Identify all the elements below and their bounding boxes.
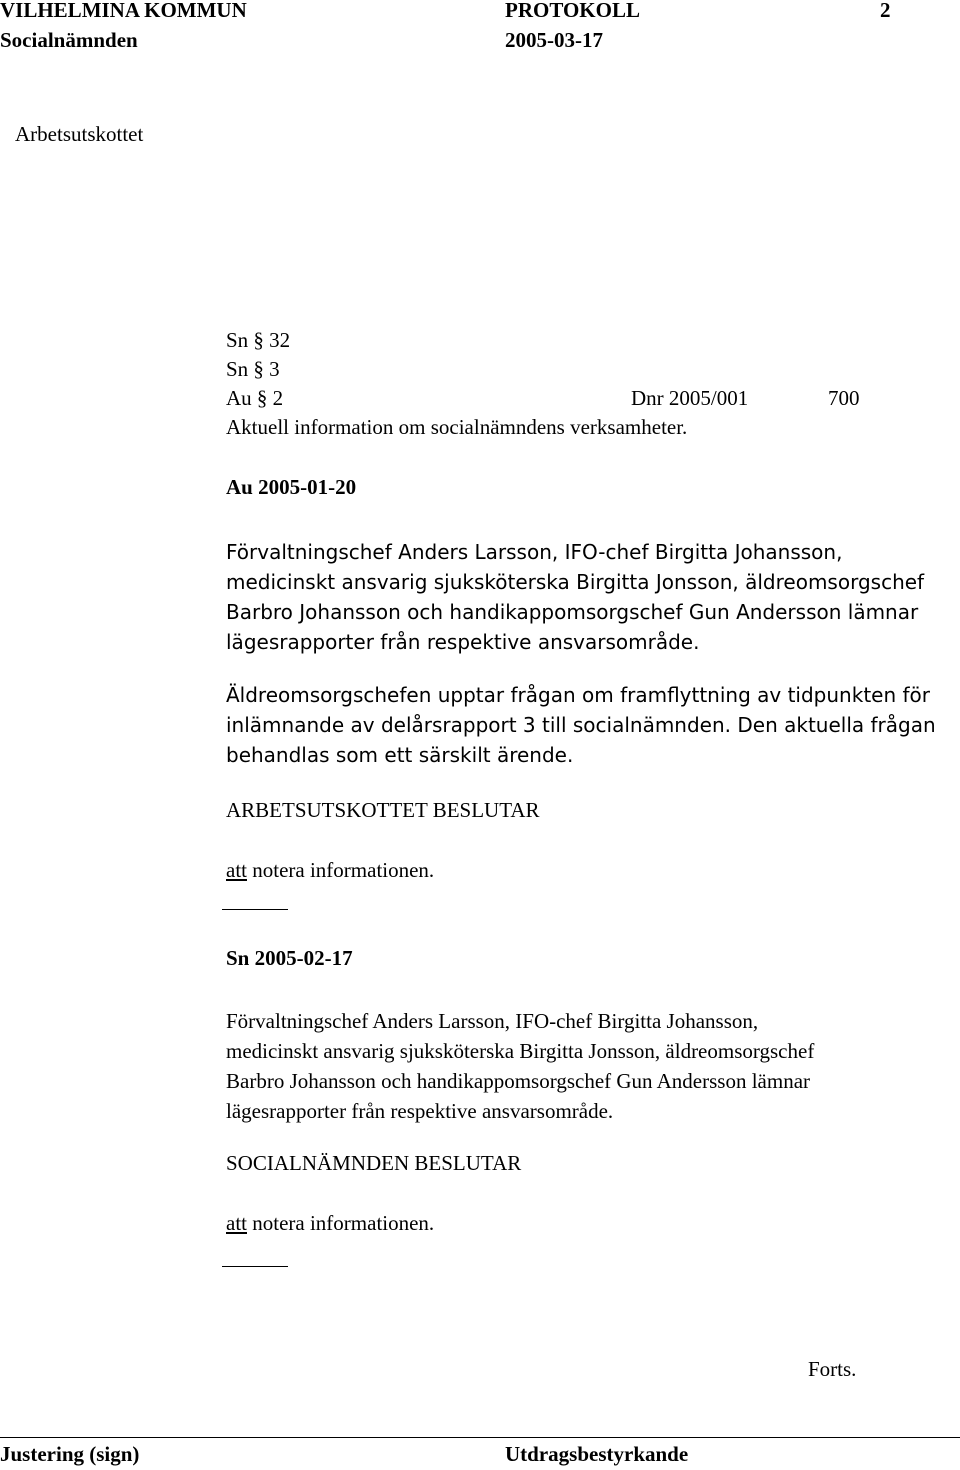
section-heading: Arbetsutskottet xyxy=(15,122,144,146)
sn-section-divider xyxy=(222,1266,288,1267)
au-section-heading: Au 2005-01-20 xyxy=(226,475,357,499)
continued-marker: Forts. xyxy=(808,1357,857,1381)
au-decision-att: att xyxy=(226,858,247,882)
au-decision-text: notera informationen. xyxy=(252,858,435,882)
meeting-date: 2005-03-17 xyxy=(505,28,603,52)
sn-paragraph-1 xyxy=(226,1006,951,1126)
sn-decision xyxy=(226,1213,434,1234)
signature-label: Justering (sign) xyxy=(0,1442,140,1466)
footer-rule xyxy=(0,1437,960,1438)
sn-paragraph-1-line: lägesrapporter från respektive ansvarsområde. xyxy=(226,1099,614,1123)
dnr-code: 700 xyxy=(828,386,860,410)
au-paragraph-2-line: inlämnande av delårsrapport 3 till socialnämnden. Den aktuella frågan xyxy=(226,713,936,737)
au-paragraph-1 xyxy=(226,537,951,657)
au-decision-heading: ARBETSUTSKOTTET BESLUTAR xyxy=(226,798,540,822)
au-paragraph-2 xyxy=(226,680,951,770)
sn-paragraph-reference: Sn § 32 xyxy=(226,328,291,352)
au-paragraph-1-line: medicinskt ansvarig sjuksköterska Birgitta Jonsson, äldreomsorgschef xyxy=(226,570,925,594)
au-decision xyxy=(226,860,434,881)
sn-decision-text: notera informationen. xyxy=(252,1211,435,1235)
au-section-divider xyxy=(222,909,288,910)
sn-paragraph-1-line: Förvaltningschef Anders Larsson, IFO-chef Birgitta Johansson, xyxy=(226,1009,759,1033)
sn-old-paragraph-reference: Sn § 3 xyxy=(226,357,280,381)
au-paragraph-1-line: lägesrapporter från respektive ansvarsområde. xyxy=(226,630,700,654)
municipality-name: VILHELMINA KOMMUN xyxy=(0,0,247,22)
sn-section-heading: Sn 2005-02-17 xyxy=(226,946,353,970)
certification-label: Utdragsbestyrkande xyxy=(505,1442,689,1466)
au-paragraph-2-line: Äldreomsorgschefen upptar frågan om framflyttning av tidpunkten för xyxy=(226,683,930,707)
au-paragraph-1-line: Förvaltningschef Anders Larsson, IFO-chef Birgitta Johansson, xyxy=(226,540,843,564)
page-number: 2 xyxy=(880,0,891,22)
sn-decision-att: att xyxy=(226,1211,247,1235)
sn-paragraph-1-line: medicinskt ansvarig sjuksköterska Birgitta Jonsson, äldreomsorgschef xyxy=(226,1039,815,1063)
au-paragraph-1-line: Barbro Johansson och handikappomsorgschef Gun Andersson lämnar xyxy=(226,600,919,624)
document-type: PROTOKOLL xyxy=(505,0,640,22)
matter-subject: Aktuell information om socialnämndens verksamheter. xyxy=(226,415,688,439)
committee-name: Socialnämnden xyxy=(0,28,138,52)
au-paragraph-reference: Au § 2 xyxy=(226,386,284,410)
sn-decision-heading: SOCIALNÄMNDEN BESLUTAR xyxy=(226,1151,522,1175)
au-paragraph-2-line: behandlas som ett särskilt ärende. xyxy=(226,743,574,767)
dnr-number: Dnr 2005/001 xyxy=(631,386,749,410)
sn-paragraph-1-line: Barbro Johansson och handikappomsorgschef Gun Andersson lämnar xyxy=(226,1069,811,1093)
